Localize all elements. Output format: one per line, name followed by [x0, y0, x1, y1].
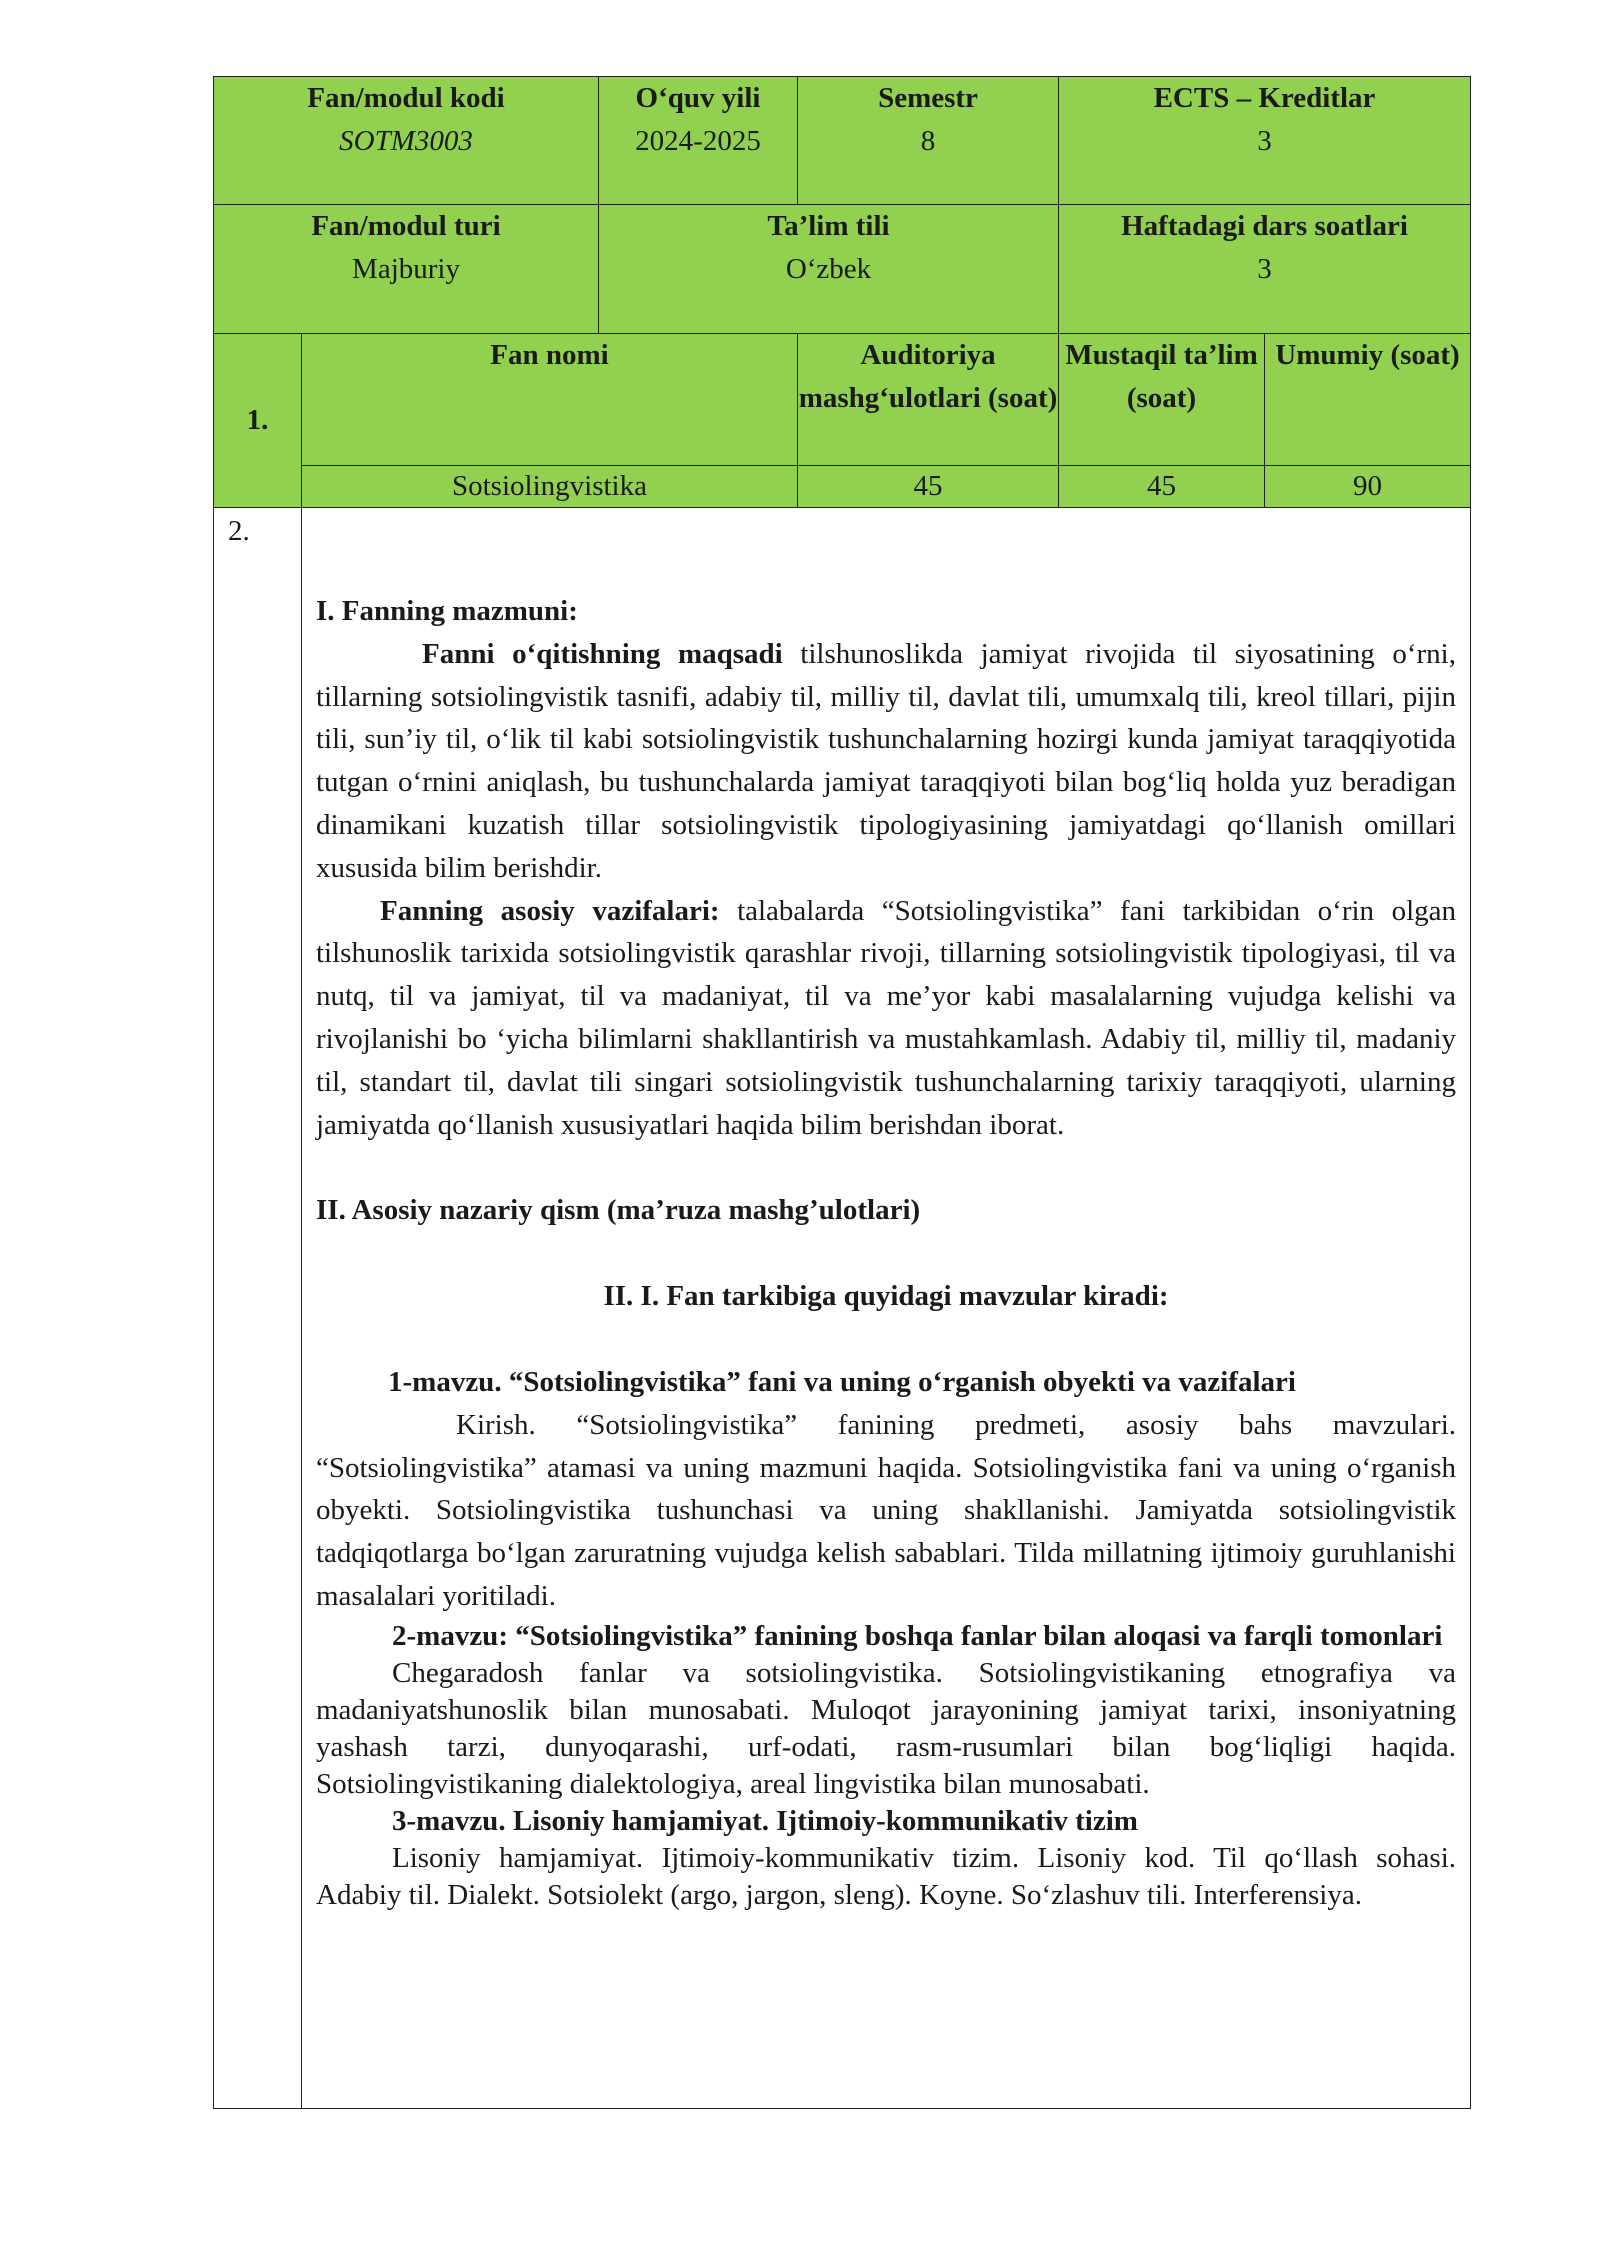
cell-course-name-label — [301, 333, 798, 466]
cell-section-number — [213, 507, 302, 2109]
cell-module-type — [213, 204, 599, 334]
cell-weekly-hours — [1058, 204, 1471, 334]
cell-mustaqil-value — [1058, 465, 1265, 508]
label-course-name: Fan nomi — [490, 339, 609, 371]
value-mustaqil: 45 — [1147, 470, 1176, 502]
value-weekly-hours: 3 — [1257, 253, 1272, 285]
value-course-name: Sotsiolingvistika — [452, 470, 647, 502]
section1-title: I. Fanning mazmuni: — [316, 595, 578, 627]
label-academic-year: O‘quv yili — [635, 82, 761, 114]
label-semester: Semestr — [878, 82, 978, 114]
value-module-code: SOTM3003 — [339, 125, 473, 157]
label-mustaqil: Mustaqil ta’lim (soat) — [1065, 339, 1258, 414]
label-ects: ECTS – Kreditlar — [1153, 82, 1376, 114]
vazifa-paragraph — [316, 890, 1456, 1147]
topic-3-title: 3-mavzu. Lisoniy hamjamiyat. Ijtimoiy-kommunikativ tizim — [392, 1804, 1138, 1837]
topic-3-text: Lisoniy hamjamiyat. Ijtimoiy-kommunikativ tizim. Lisoniy kod. Til qo‘llash sohasi. Adabiy til. Dialekt. Sotsiolekt (argo, jargon, sleng). Koyne. So‘zlashuv tili. Interferensiya. — [316, 1841, 1456, 1911]
label-module-code: Fan/modul kodi — [307, 82, 505, 114]
value-language: O‘zbek — [785, 253, 872, 285]
section-number: 2. — [228, 515, 250, 547]
value-umumiy: 90 — [1353, 470, 1382, 502]
topic-2-title: 2-mavzu: “Sotsiolingvistika” fanining boshqa fanlar bilan aloqasi va farqli tomonlari — [392, 1619, 1443, 1652]
value-module-type: Majburiy — [352, 253, 460, 285]
cell-row-number — [213, 333, 302, 508]
value-auditoriya: 45 — [913, 470, 943, 502]
header-row-2 — [213, 204, 1471, 334]
header-row-3 — [213, 333, 1471, 508]
label-weekly-hours: Haftadagi dars soatlari — [1121, 210, 1408, 242]
label-umumiy: Umumiy (soat) — [1275, 339, 1460, 371]
topic-2-text: Chegaradosh fanlar va sotsiolingvistika. Sotsiolingvistikaning etnografiya va madaniyatshunoslik bilan munosabati. Muloqot jarayonining jamiyat tarixi, insoniyatning yashash tarzi, dunyoqarashi, urf-odati, rasm-rusumlari bilan bog‘liqligi haqida. Sotsiolingvistikaning dialektologiya, areal lingvistika bilan munosabati. — [316, 1656, 1456, 1800]
cell-semester — [797, 76, 1059, 205]
value-semester: 8 — [920, 125, 936, 157]
label-language: Ta’lim tili — [767, 210, 890, 242]
row-number-1: 1. — [246, 404, 269, 436]
cell-module-code — [213, 76, 599, 205]
maqsad-lead: Fanni o‘qitishning maqsadi — [422, 637, 783, 670]
cell-auditoriya-label — [797, 333, 1059, 466]
header-row-1 — [213, 76, 1471, 205]
cell-language — [598, 204, 1059, 334]
label-module-type: Fan/modul turi — [311, 210, 501, 242]
cell-academic-year — [598, 76, 798, 205]
topic-1-text: Kirish. “Sotsiolingvistika” fanining predmeti, asosiy bahs mavzulari. “Sotsiolingvistika” atamasi va uning mazmuni haqida. Sotsiolingvistika fani va uning o‘rganish obyekti. Sotsiolingvistika tushunchasi va uning shakllanishi. Jamiyatda sotsiolingvistik tadqiqotlarga bo‘lgan zaruratning vujudga kelish sabablari. Tilda millatning ijtimoiy guruhlanishi masalalari yoritiladi. — [316, 1408, 1456, 1612]
vazifa-lead: Fanning asosiy vazifalari: — [380, 894, 720, 927]
cell-ects — [1058, 76, 1471, 205]
cell-auditoriya-value — [797, 465, 1059, 508]
cell-mustaqil-label — [1058, 333, 1265, 466]
label-auditoriya: Auditoriya mashg‘ulotlari (soat) — [798, 339, 1058, 414]
section2-title: II. Asosiy nazariy qism (ma’ruza mashg’ulotlari) — [316, 1194, 921, 1227]
maqsad-text: tilshunoslikda jamiyat rivojida til siyosatining o‘rni, tillarning sotsiolingvistik tasnifi, adabiy til, milliy til, davlat tili, umumxalq tili, kreol tillari, pijin tili, sun’iy til, o‘lik til kabi sotsiolingvistik tushunchalarning hozirgi kunda jamiyat taraqqiyotida tutgan o‘rnini aniqlash, bu tushunchalarda jamiyat taraqqiyoti bilan bog‘liq holda yuz beradigan dinamikani kuzatish tillar sotsiolingvistik tipologiyasining jamiyatdagi qo‘llanish omillari xususida bilim berishdir. — [316, 637, 1456, 884]
cell-course-name-value — [301, 465, 798, 508]
section2-subtitle: II. I. Fan tarkibiga quyidagi mavzular kiradi: — [603, 1280, 1169, 1313]
cell-umumiy-value — [1264, 465, 1471, 508]
value-ects: 3 — [1257, 125, 1272, 157]
vazifa-text: talabalarda “Sotsiolingvistika” fani tarkibidan o‘rin olgan tilshunoslik tarixida sotsiolingvistik qarashlar rivoji, tillarning sotsiolingvistik tipologiyasi, til va nutq, til va jamiyat, til va madaniyat, til va me’yor kabi masalalarning vujudga kelishi va rivojlanishi bo ‘yicha bilimlarni shakllantirish va mustahkamlash. Adabiy til, milliy til, madaniy til, standart til, davlat tili singari sotsiolingvistik tushunchalarning tarixiy taraqqiyoti, ularning jamiyatda qo‘llanish xususiyatlari haqida bilim berishdan iborat. — [316, 894, 1456, 1141]
maqsad-paragraph — [316, 633, 1456, 890]
course-content — [316, 590, 1456, 1914]
topic-1-title: 1-mavzu. “Sotsiolingvistika” fani va uning o‘rganish obyekti va vazifalari — [388, 1365, 1296, 1398]
value-academic-year: 2024-2025 — [635, 125, 761, 157]
cell-umumiy-label — [1264, 333, 1471, 466]
